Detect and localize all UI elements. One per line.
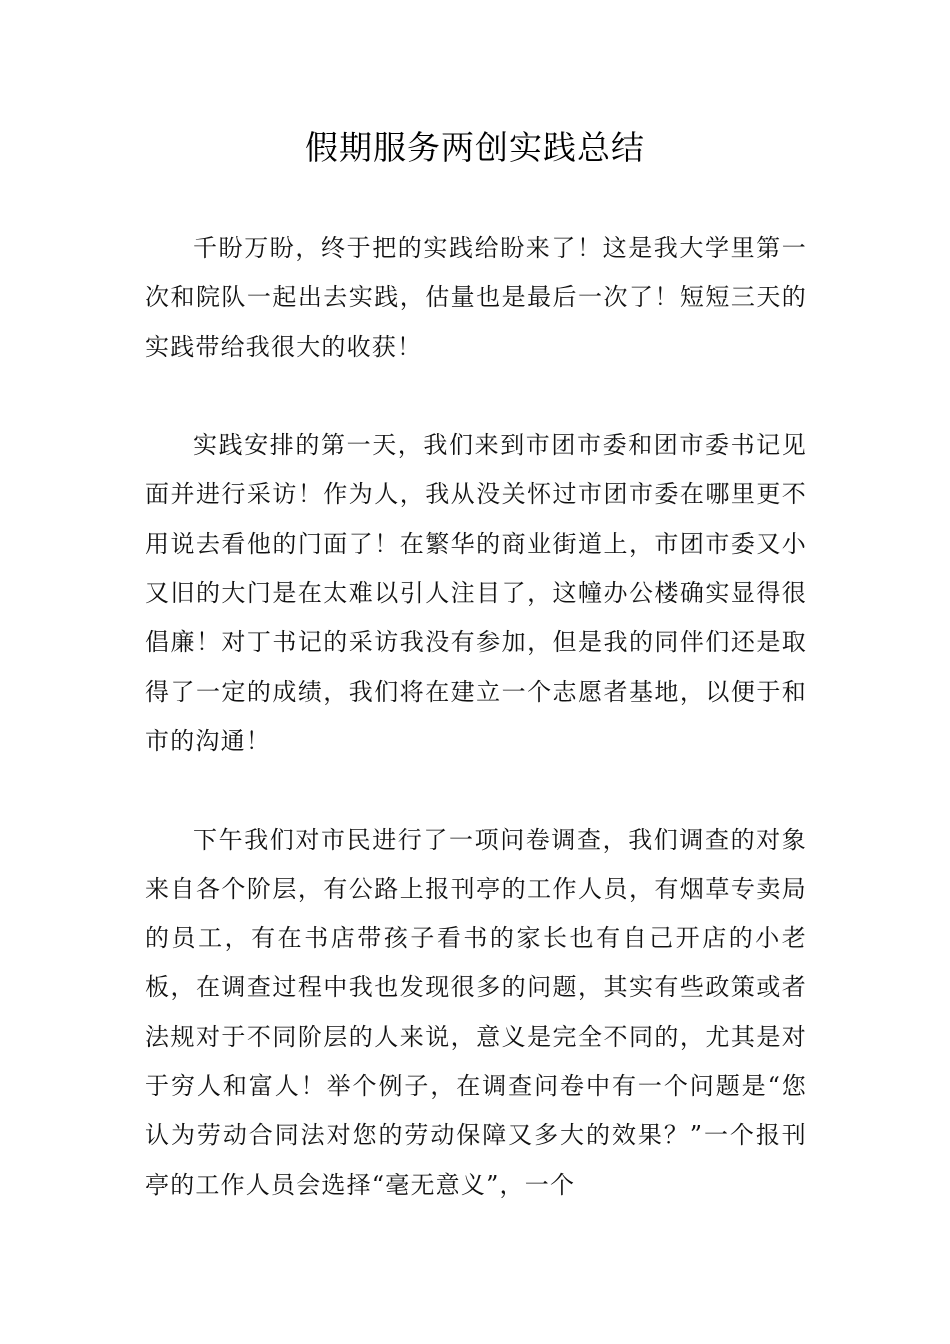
paragraph-1: 千盼万盼，终于把的实践给盼来了！这是我大学里第一次和院队一起出去实践，估量也是最后一次了！短短三天的实践带给我很大的收获！ bbox=[145, 234, 807, 361]
document-title: 假期服务两创实践总结 bbox=[305, 128, 645, 167]
paragraph-3: 下午我们对市民进行了一项问卷调查，我们调查的对象来自各个阶层，有公路上报刊亭的工作人员，有烟草专卖局的员工，有在书店带孩子看书的家长也有自己开店的小老板，在调查过程中我也发现很多的问题，其实有些政策或者法规对于不同阶层的人来说，意义是完全不同的，尤其是对于穷人和富人！举个例子，在调查问卷中有一个问题是“您认为劳动合同法对您的劳动保障又多大的效果？”一个报刊亭的工作人员会选择“毫无意义”，一个 bbox=[145, 825, 807, 1199]
paragraph-2: 实践安排的第一天，我们来到市团市委和团市委书记见面并进行采访！作为人，我从没关怀过市团市委在哪里更不用说去看他的门面了！在繁华的商业街道上，市团市委又小又旧的大门是在太难以引人注目了，这幢办公楼确实显得很倡廉！对丁书记的采访我没有参加，但是我的同伴们还是取得了一定的成绩，我们将在建立一个志愿者基地，以便于和市的沟通！ bbox=[145, 431, 807, 755]
document-body bbox=[145, 224, 807, 1259]
